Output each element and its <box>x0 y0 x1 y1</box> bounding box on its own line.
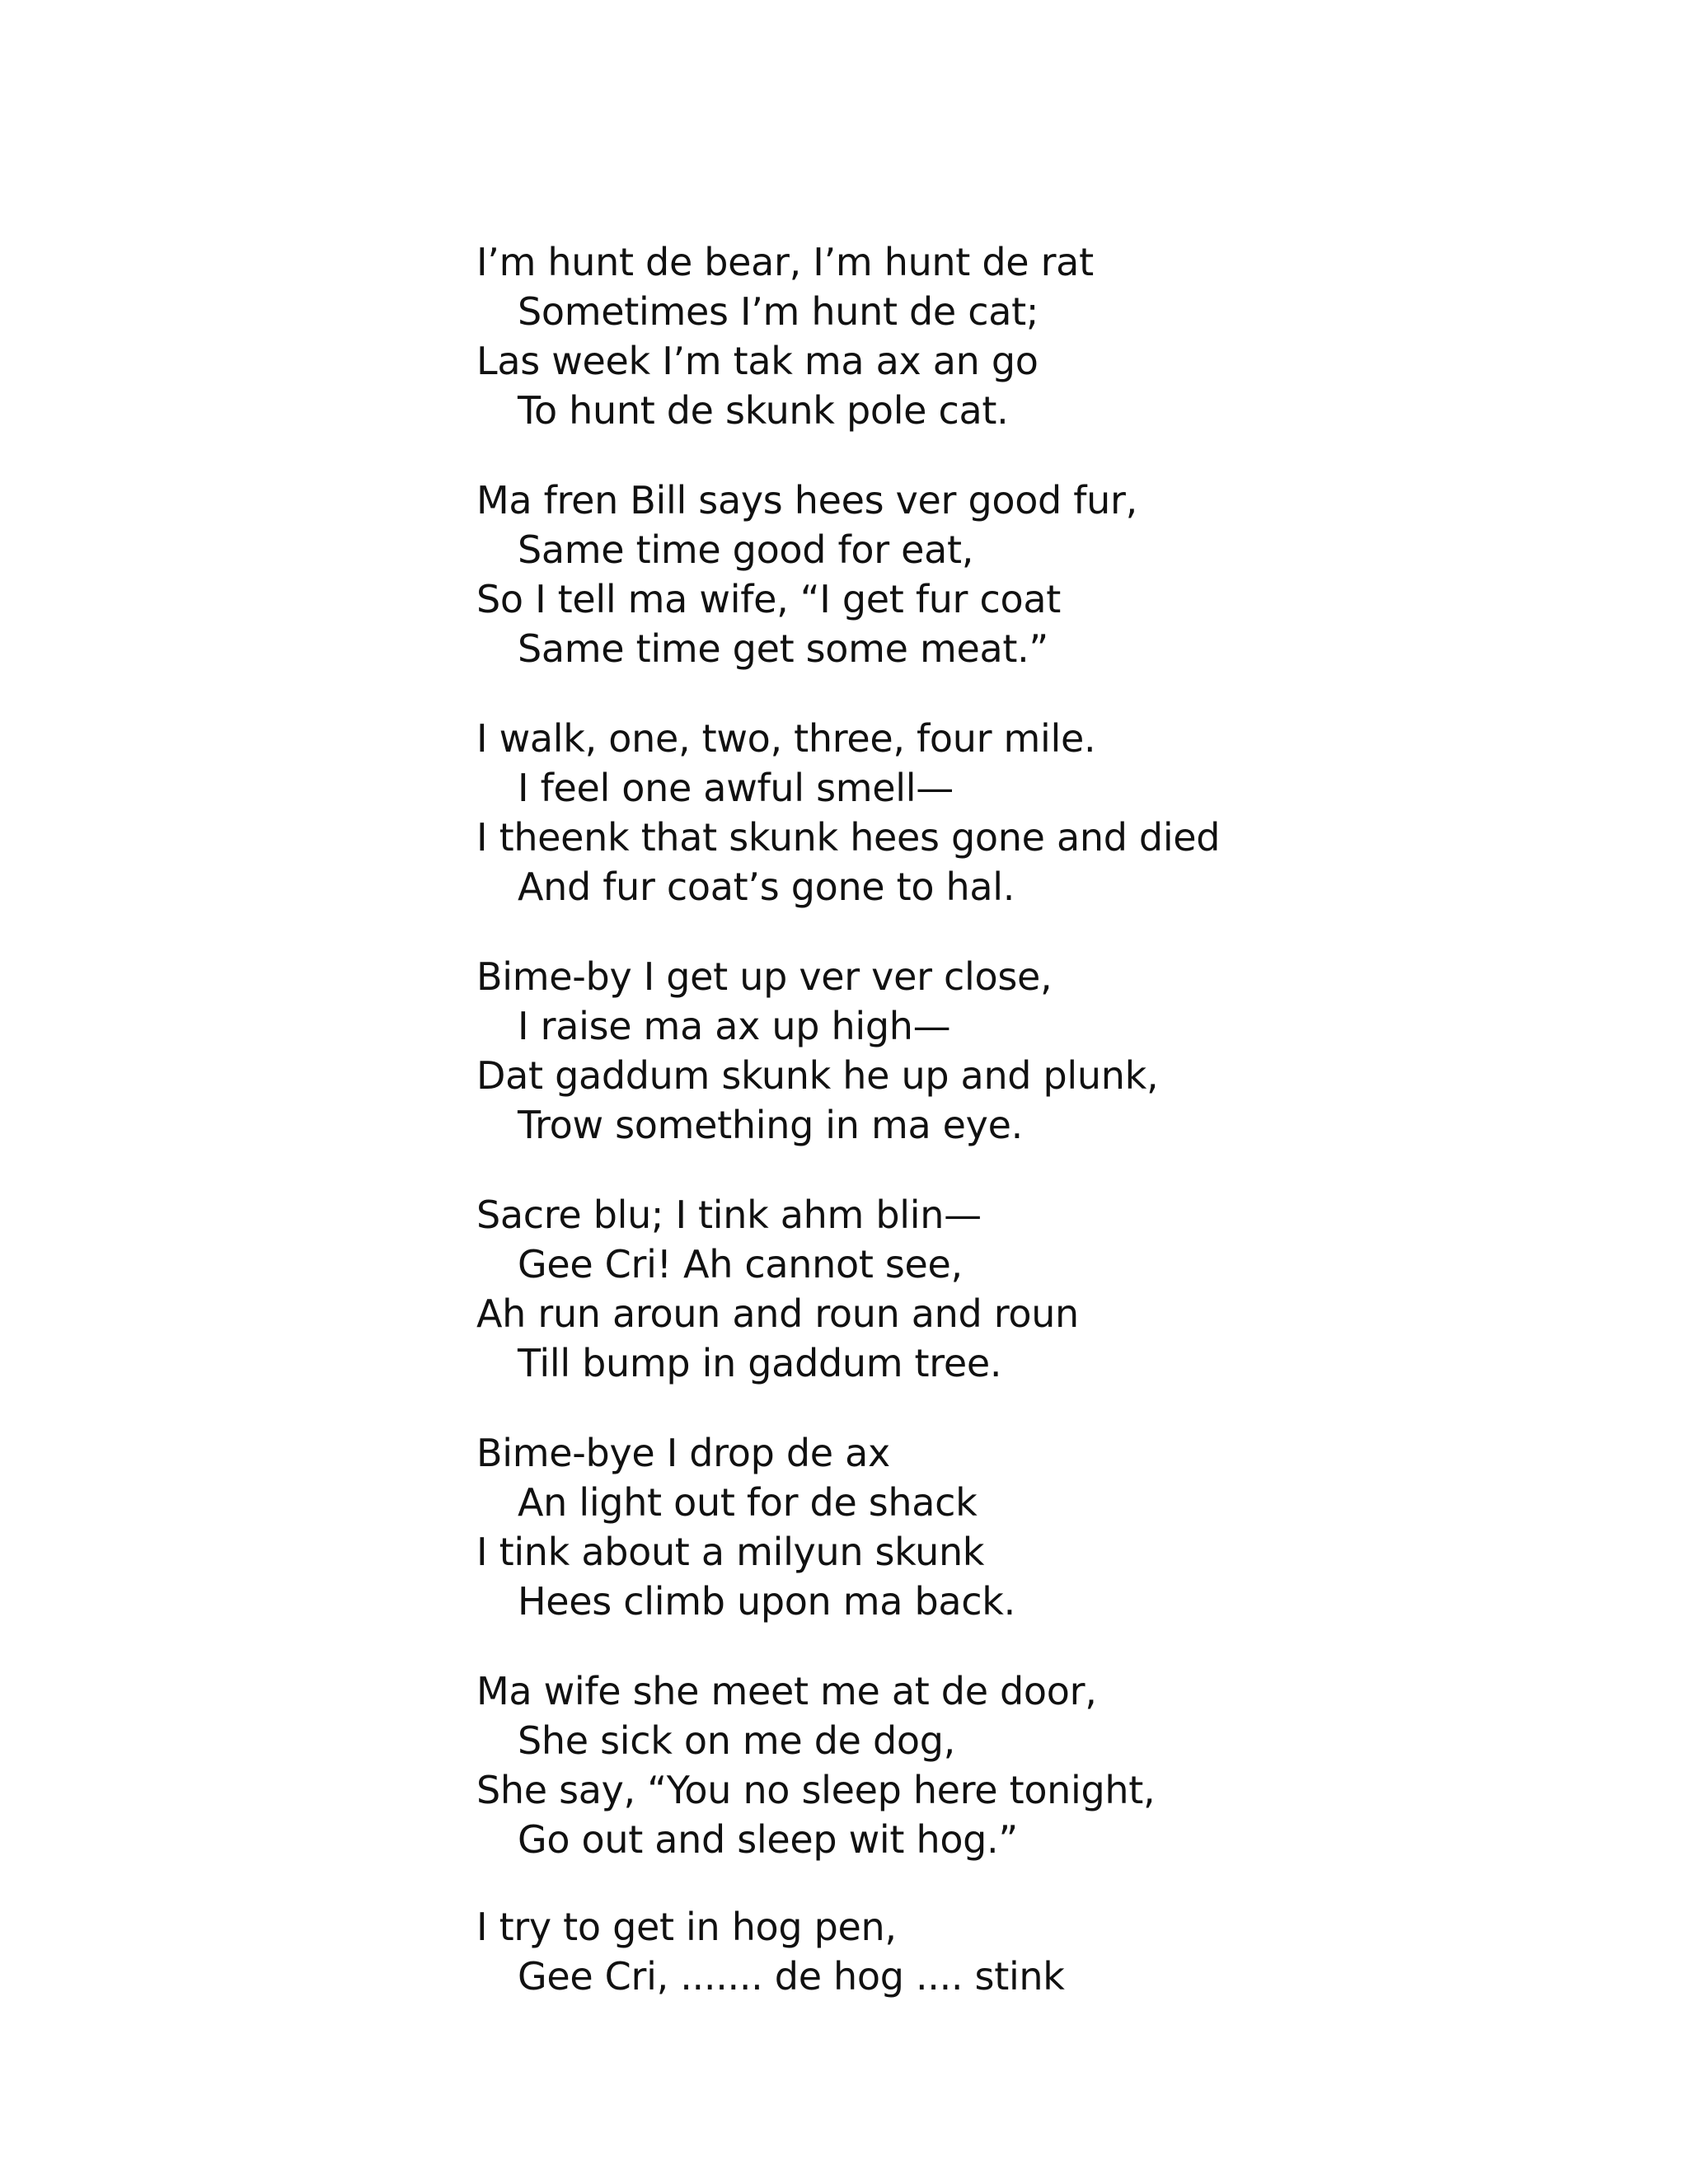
poem-line: Las week I’m tak ma ax an go <box>476 339 1039 383</box>
poem-line: An light out for de shack <box>518 1480 978 1525</box>
poem-line-cropped: Gee Cri, ....... de hog .... stink <box>518 1954 1065 1999</box>
poem-line: I tink about a milyun skunk <box>476 1530 985 1574</box>
stanza <box>476 237 1301 435</box>
poem <box>476 237 1301 1905</box>
poem-line: I raise ma ax up high— <box>518 1004 951 1048</box>
stanza <box>476 1190 1301 1388</box>
poem-line: I try to get in hog pen, <box>476 1905 897 1949</box>
poem-line: Gee Cri! Ah cannot see, <box>518 1242 963 1286</box>
poem-line: Ma wife she meet me at de door, <box>476 1669 1097 1713</box>
stanza <box>476 1666 1301 1864</box>
stanza <box>476 476 1301 673</box>
stanza <box>476 1428 1301 1626</box>
stanza <box>476 952 1301 1150</box>
partial-stanza <box>476 1902 1301 1999</box>
poem-line: Ma fren Bill says hees ver good fur, <box>476 478 1137 523</box>
poem-line: I feel one awful smell— <box>518 766 954 810</box>
poem-line: And fur coat’s gone to hal. <box>518 865 1015 909</box>
poem-line: Dat gaddum skunk he up and plunk, <box>476 1053 1159 1098</box>
poem-line: Sometimes I’m hunt de cat; <box>518 289 1039 334</box>
poem-line: I’m hunt de bear, I’m hunt de rat <box>476 240 1094 284</box>
poem-line: I walk, one, two, three, four mile. <box>476 716 1096 761</box>
poem-line: Bime-by I get up ver ver close, <box>476 954 1053 999</box>
poem-line: Bime-bye I drop de ax <box>476 1431 890 1475</box>
poem-line: Hees climb upon ma back. <box>518 1579 1015 1624</box>
poem-line: I theenk that skunk hees gone and died <box>476 815 1221 860</box>
poem-line: Same time get some meat.” <box>518 626 1048 671</box>
poem-line: Go out and sleep wit hog.” <box>518 1817 1018 1862</box>
poem-line: Sacre blu; I tink ahm blin— <box>476 1193 982 1237</box>
poem-line: Same time good for eat, <box>518 527 974 572</box>
stanza <box>476 714 1301 912</box>
poem-line: So I tell ma wife, “I get fur coat <box>476 577 1061 621</box>
poem-line: Till bump in gaddum tree. <box>518 1341 1002 1385</box>
poem-line: Ah run aroun and roun and roun <box>476 1291 1079 1336</box>
poem-line: She sick on me de dog, <box>518 1718 955 1763</box>
poem-line: She say, “You no sleep here tonight, <box>476 1768 1156 1812</box>
poem-line: Trow something in ma eye. <box>518 1103 1023 1147</box>
poem-line: To hunt de skunk pole cat. <box>518 388 1009 433</box>
